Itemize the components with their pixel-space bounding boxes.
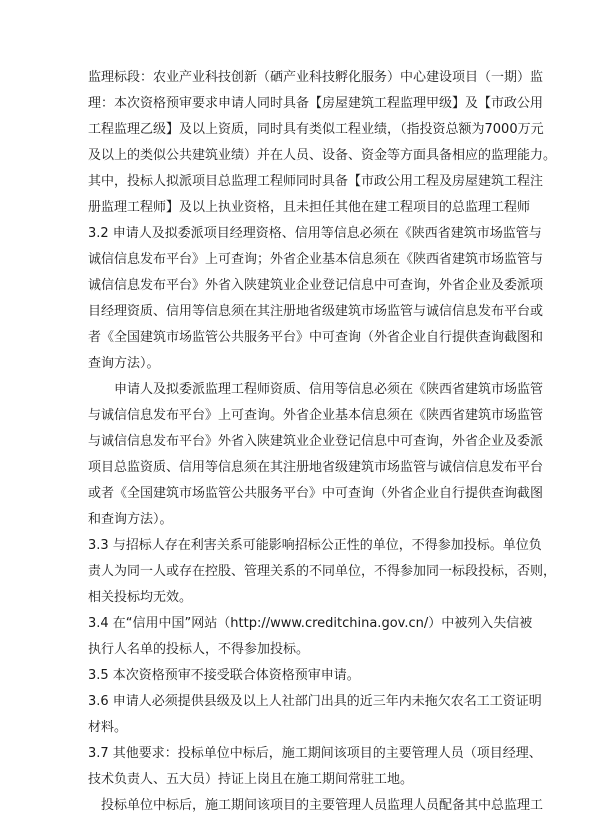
text-line: 或者《全国建筑市场监管公共服务平台》中可查询（外省企业自行提供查询截图 [88,486,544,501]
text-line: 材料。 [88,720,128,735]
text-line: 查询方法）。 [88,356,160,371]
text-line: 理：本次资格预审要求申请人同时具备【房屋建筑工程监理甲级】及【市政公用 [88,96,544,111]
text-line: 诚信信息发布平台》上可查询；外省企业基本信息须在《陕西省建筑市场监管与 [88,252,544,267]
text-line: 责人为同一人或存在控股、管理关系的不同单位，不得参加同一标段投标，否则， [88,564,557,579]
text-line: 项目总监资质、信用等信息须在其注册地省级建筑市场监管与诚信信息发布平台 [88,460,544,475]
text-line: 监理标段：农业产业科技创新（硒产业科技孵化服务）中心建设项目（一期）监 [88,70,544,85]
text-line: 执行人名单的投标人，不得参加投标。 [88,642,310,657]
text-line: 目经理资质、信用等信息须在其注册地省级建筑市场监管与诚信信息发布平台或 [88,304,544,319]
section-3-6-line: 3.6 申请人必须提供县级及以上人社部门出具的近三年内未拖欠农名工工资证明 [88,694,542,709]
text-line: 相关投标均无效。 [88,590,193,605]
section-3-5-line: 3.5 本次资格预审不接受联合体资格预审申请。 [88,668,360,683]
text-line: 及以上的类似公共建筑业绩）并在人员、设备、资金等方面具备相应的监理能力。 [88,148,557,163]
text-line: 诚信信息发布平台》外省入陕建筑业企业登记信息中可查询，外省企业及委派项 [88,278,544,293]
text-line: 工程监理乙级】及以上资质，同时具有类似工程业绩，（指投资总额为7000万元 [88,122,544,137]
text-line: 册监理工程师】及以上执业资格，且未担任其他在建工程项目的总监理工程师 [88,200,531,215]
paragraph-first-line: 申请人及拟委派监理工程师资质、信用等信息必须在《陕西省建筑市场监管 [114,382,544,397]
text-line: 和查询方法）。 [88,512,173,527]
section-3-3-line: 3.3 与招标人存在利害关系可能影响招标公正性的单位，不得参加投标。单位负 [88,538,542,553]
section-3-2-line: 3.2 申请人及拟委派项目经理资格、信用等信息必须在《陕西省建筑市场监管与 [88,226,542,241]
text-line: 者《全国建筑市场监管公共服务平台》中可查询（外省企业自行提供查询截图和 [88,330,544,345]
section-3-7-line: 3.7 其他要求：投标单位中标后，施工期间该项目的主要管理人员（项目经理、 [88,746,542,761]
text-line: 与诚信信息发布平台》上可查询。外省企业基本信息须在《陕西省建筑市场监管 [88,408,544,423]
section-3-4-line: 3.4 在“信用中国”网站（http://www.creditchina.gov.cn/）中被列入失信被 [88,616,533,631]
text-line: 技术负责人、五大员）持证上岗且在施工期间常驻工地。 [88,772,414,787]
text-line: 与诚信信息发布平台》外省入陕建筑业企业登记信息中可查询，外省企业及委派 [88,434,544,449]
paragraph-first-line: 投标单位中标后，施工期间该项目的主要管理人员监理人员配备其中总监理工 [101,798,544,813]
text-line: 其中，投标人拟派项目总监理工程师同时具备【市政公用工程及房屋建筑工程注 [88,174,544,189]
